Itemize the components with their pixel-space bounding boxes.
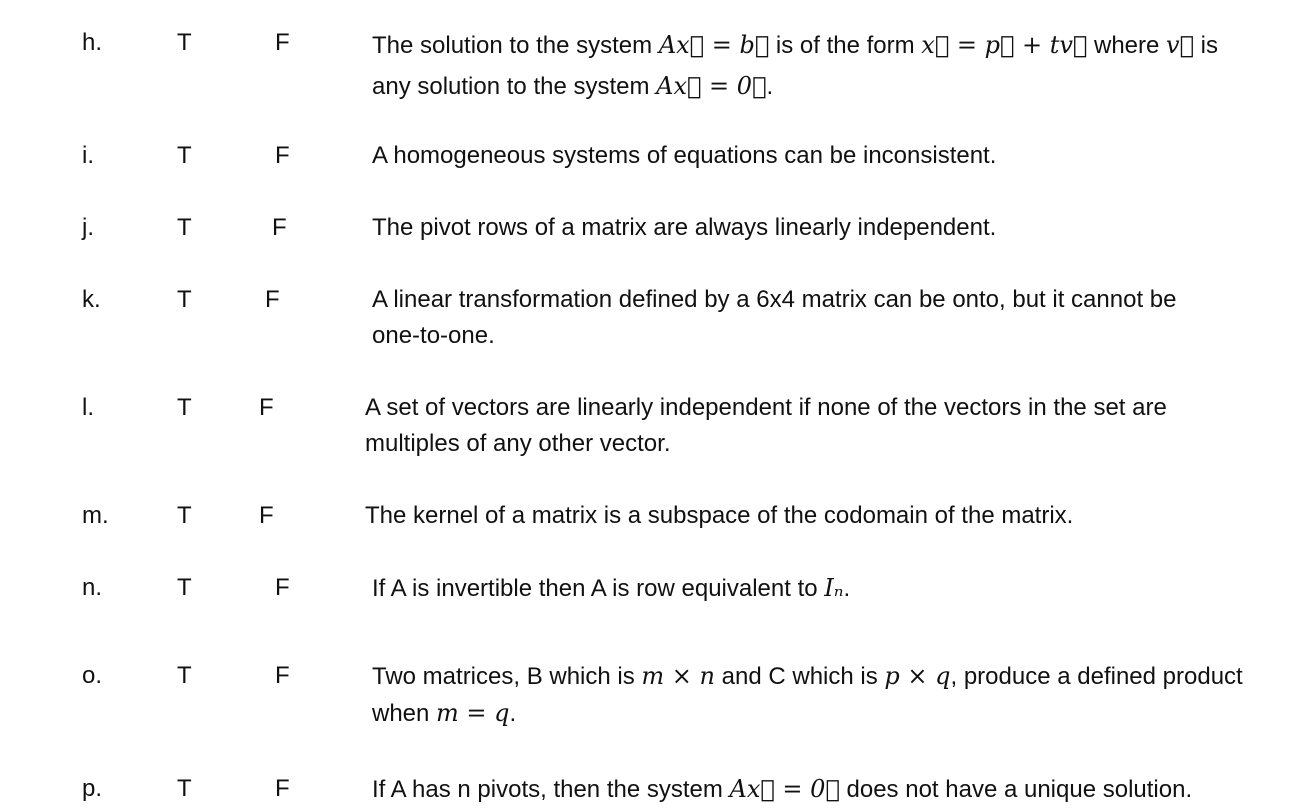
question-letter: h. xyxy=(82,29,103,56)
true-option[interactable]: T xyxy=(177,29,192,56)
question-letter: l. xyxy=(82,394,94,421)
math-expression: Ax⃗ = 0⃗ xyxy=(656,72,767,100)
true-option[interactable]: T xyxy=(177,662,192,689)
true-option[interactable]: T xyxy=(177,286,192,313)
true-option[interactable]: T xyxy=(177,142,192,169)
statement-text: . xyxy=(509,700,517,727)
true-option[interactable]: T xyxy=(177,574,192,601)
question-letter: i. xyxy=(82,142,94,169)
question-letter: m. xyxy=(82,502,109,529)
true-option[interactable]: T xyxy=(177,214,192,241)
statement-text: If A is invertible then A is row equivalent to xyxy=(372,575,825,602)
statement-text: The pivot rows of a matrix are always linearly independent. xyxy=(372,214,997,241)
statement-text: . xyxy=(766,73,774,100)
math-expression: Ax⃗ = 0⃗ xyxy=(729,775,840,803)
false-option[interactable]: F xyxy=(265,286,280,313)
math-expression: x⃗ = p⃗ + tv⃗ xyxy=(921,31,1088,59)
statement-text: The solution to the system xyxy=(372,32,659,59)
false-option[interactable]: F xyxy=(259,394,274,421)
statement-text: Two matrices, B which is xyxy=(372,663,642,690)
statement-text: , produce a defined product when xyxy=(372,663,1243,727)
question-statement xyxy=(372,210,1272,246)
question-statement xyxy=(365,390,1245,462)
false-option[interactable]: F xyxy=(275,29,290,56)
math-expression: Ax⃗ = b⃗ xyxy=(658,31,770,59)
question-statement xyxy=(372,570,1272,607)
question-statement xyxy=(372,771,1292,808)
math-expression: m × n xyxy=(641,662,715,690)
math-expression: p × q xyxy=(884,662,951,690)
true-option[interactable]: T xyxy=(177,394,192,421)
math-expression: Iₙ xyxy=(824,574,844,602)
question-statement xyxy=(372,25,1252,107)
question-statement xyxy=(365,498,1265,534)
question-letter: k. xyxy=(82,286,101,313)
false-option[interactable]: F xyxy=(275,574,290,601)
statement-text: If A has n pivots, then the system xyxy=(372,776,730,803)
question-statement xyxy=(372,138,1272,174)
false-option[interactable]: F xyxy=(275,662,290,689)
true-option[interactable]: T xyxy=(177,502,192,529)
true-option[interactable]: T xyxy=(177,775,192,802)
math-expression: m = q xyxy=(436,699,510,727)
statement-text: and C which is xyxy=(715,663,885,690)
statement-text: is of the form xyxy=(769,32,922,59)
false-option[interactable]: F xyxy=(259,502,274,529)
statement-text: The kernel of a matrix is a subspace of the codomain of the matrix. xyxy=(365,502,1074,529)
false-option[interactable]: F xyxy=(275,775,290,802)
question-letter: j. xyxy=(82,214,94,241)
statement-text: does not have a unique solution. xyxy=(839,776,1193,803)
statement-text: A homogeneous systems of equations can be inconsistent. xyxy=(372,142,997,169)
question-statement xyxy=(372,282,1192,354)
false-option[interactable]: F xyxy=(275,142,290,169)
statement-text: A linear transformation defined by a 6x4 matrix can be onto, but it cannot be one-to-one. xyxy=(372,286,1177,349)
question-letter: n. xyxy=(82,574,103,601)
statement-text: where xyxy=(1087,32,1167,59)
statement-text: is any solution to the system xyxy=(372,32,1218,100)
statement-text: . xyxy=(843,575,851,602)
question-letter: p. xyxy=(82,775,103,802)
math-expression: v⃗ xyxy=(1166,31,1194,59)
question-statement xyxy=(372,658,1252,732)
statement-text: A set of vectors are linearly independent if none of the vectors in the set are multiples of any other vector. xyxy=(365,394,1167,457)
false-option[interactable]: F xyxy=(272,214,287,241)
question-letter: o. xyxy=(82,662,103,689)
